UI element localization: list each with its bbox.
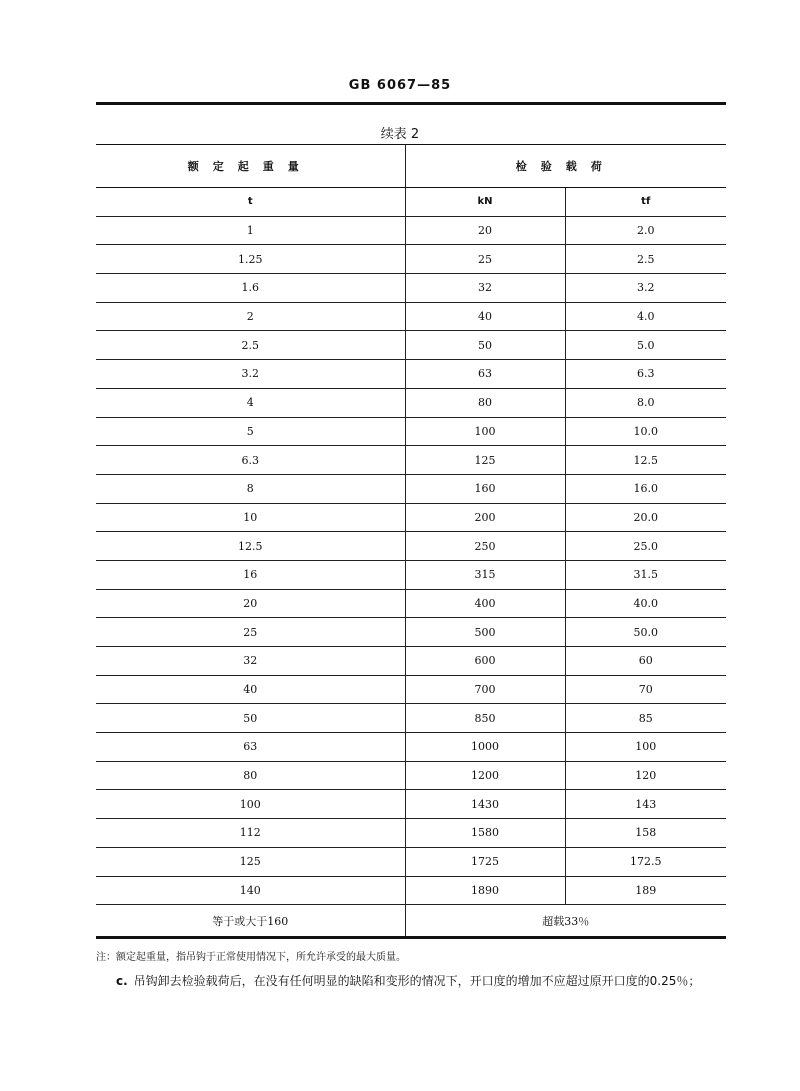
test-load-kN-cell: 100 bbox=[405, 417, 565, 446]
test-load-tf-cell: 143 bbox=[565, 790, 726, 819]
table-row bbox=[96, 216, 726, 245]
table-row bbox=[96, 388, 726, 417]
test-load-tf-cell: 85 bbox=[565, 704, 726, 733]
rated-load-cell: 2.5 bbox=[96, 331, 405, 360]
rated-load-cell: 10 bbox=[96, 503, 405, 532]
test-load-kN-cell: 1725 bbox=[405, 847, 565, 876]
rated-load-cell: 112 bbox=[96, 819, 405, 848]
test-load-tf-cell: 40.0 bbox=[565, 589, 726, 618]
rated-load-cell: 3.2 bbox=[96, 360, 405, 389]
table-row bbox=[96, 704, 726, 733]
table-row bbox=[96, 618, 726, 647]
table-row bbox=[96, 589, 726, 618]
rated-load-cell: 125 bbox=[96, 847, 405, 876]
rated-load-cell: 40 bbox=[96, 675, 405, 704]
rated-load-cell: 63 bbox=[96, 733, 405, 762]
test-load-tf-cell: 158 bbox=[565, 819, 726, 848]
table-row bbox=[96, 417, 726, 446]
table-row bbox=[96, 560, 726, 589]
test-load-cell-last: 超载33％ bbox=[405, 905, 726, 938]
rated-load-cell-last: 等于或大于160 bbox=[96, 905, 405, 938]
rated-load-cell: 50 bbox=[96, 704, 405, 733]
rated-load-cell: 1.25 bbox=[96, 245, 405, 274]
table-row bbox=[96, 331, 726, 360]
unit-kN-header: kN bbox=[405, 188, 565, 217]
unit-tf-header: tf bbox=[565, 188, 726, 217]
test-load-tf-cell: 20.0 bbox=[565, 503, 726, 532]
test-load-kN-cell: 20 bbox=[405, 216, 565, 245]
test-load-kN-cell: 1200 bbox=[405, 761, 565, 790]
rated-load-header: 额定起重量 bbox=[96, 145, 405, 188]
test-load-tf-cell: 100 bbox=[565, 733, 726, 762]
rated-load-cell: 4 bbox=[96, 388, 405, 417]
test-load-tf-cell: 2.5 bbox=[565, 245, 726, 274]
table-row bbox=[96, 532, 726, 561]
rated-load-cell: 8 bbox=[96, 474, 405, 503]
test-load-kN-cell: 80 bbox=[405, 388, 565, 417]
test-load-tf-cell: 70 bbox=[565, 675, 726, 704]
test-load-tf-cell: 3.2 bbox=[565, 274, 726, 303]
table-body bbox=[96, 216, 726, 905]
table-row bbox=[96, 503, 726, 532]
test-load-tf-cell: 189 bbox=[565, 876, 726, 905]
table-row bbox=[96, 847, 726, 876]
table-row bbox=[96, 446, 726, 475]
test-load-tf-cell: 25.0 bbox=[565, 532, 726, 561]
unit-t-header: t bbox=[96, 188, 405, 217]
rated-load-cell: 32 bbox=[96, 647, 405, 676]
test-load-kN-cell: 160 bbox=[405, 474, 565, 503]
table-header-row bbox=[96, 145, 726, 188]
rated-load-cell: 1.6 bbox=[96, 274, 405, 303]
table-row bbox=[96, 274, 726, 303]
test-load-kN-cell: 25 bbox=[405, 245, 565, 274]
rated-load-cell: 6.3 bbox=[96, 446, 405, 475]
rated-load-cell: 1 bbox=[96, 216, 405, 245]
test-load-tf-cell: 4.0 bbox=[565, 302, 726, 331]
rated-load-cell: 20 bbox=[96, 589, 405, 618]
test-load-table bbox=[96, 144, 726, 939]
test-load-kN-cell: 850 bbox=[405, 704, 565, 733]
test-load-kN-cell: 1890 bbox=[405, 876, 565, 905]
table-row bbox=[96, 360, 726, 389]
test-load-tf-cell: 60 bbox=[565, 647, 726, 676]
rated-load-cell: 80 bbox=[96, 761, 405, 790]
table-note: 注：额定起重量，指吊钩于正常使用情况下，所允许承受的最大质量。 bbox=[96, 952, 406, 963]
table-unit-row bbox=[96, 188, 726, 217]
test-load-kN-cell: 125 bbox=[405, 446, 565, 475]
test-load-kN-cell: 50 bbox=[405, 331, 565, 360]
rated-load-cell: 100 bbox=[96, 790, 405, 819]
test-load-kN-cell: 63 bbox=[405, 360, 565, 389]
test-load-tf-cell: 31.5 bbox=[565, 560, 726, 589]
test-load-tf-cell: 172.5 bbox=[565, 847, 726, 876]
paragraph-text: 吊钩卸去检验载荷后，在没有任何明显的缺陷和变形的情况下，开口度的增加不应超过原开口度的0.25％； bbox=[133, 974, 701, 988]
test-load-kN-cell: 1580 bbox=[405, 819, 565, 848]
test-load-kN-cell: 500 bbox=[405, 618, 565, 647]
test-load-tf-cell: 12.5 bbox=[565, 446, 726, 475]
test-load-kN-cell: 600 bbox=[405, 647, 565, 676]
rated-load-cell: 12.5 bbox=[96, 532, 405, 561]
table-row bbox=[96, 675, 726, 704]
test-load-header: 检验载荷 bbox=[405, 145, 726, 188]
test-load-kN-cell: 1430 bbox=[405, 790, 565, 819]
rated-load-cell: 2 bbox=[96, 302, 405, 331]
test-load-kN-cell: 1000 bbox=[405, 733, 565, 762]
test-load-tf-cell: 6.3 bbox=[565, 360, 726, 389]
test-load-tf-cell: 5.0 bbox=[565, 331, 726, 360]
rated-load-cell: 25 bbox=[96, 618, 405, 647]
table-row bbox=[96, 819, 726, 848]
test-load-kN-cell: 40 bbox=[405, 302, 565, 331]
paragraph-label: c. bbox=[116, 974, 128, 988]
test-load-kN-cell: 200 bbox=[405, 503, 565, 532]
test-load-tf-cell: 120 bbox=[565, 761, 726, 790]
test-load-tf-cell: 50.0 bbox=[565, 618, 726, 647]
rated-load-cell: 140 bbox=[96, 876, 405, 905]
table-row bbox=[96, 647, 726, 676]
table-caption: 续表 2 bbox=[380, 127, 420, 142]
paragraph-c bbox=[96, 970, 726, 992]
rated-load-cell: 16 bbox=[96, 560, 405, 589]
table-row-last bbox=[96, 905, 726, 938]
test-load-kN-cell: 315 bbox=[405, 560, 565, 589]
table-row bbox=[96, 474, 726, 503]
test-load-tf-cell: 16.0 bbox=[565, 474, 726, 503]
test-load-kN-cell: 32 bbox=[405, 274, 565, 303]
test-load-kN-cell: 250 bbox=[405, 532, 565, 561]
test-load-tf-cell: 8.0 bbox=[565, 388, 726, 417]
table-row bbox=[96, 245, 726, 274]
test-load-tf-cell: 10.0 bbox=[565, 417, 726, 446]
table-row bbox=[96, 761, 726, 790]
table-row bbox=[96, 302, 726, 331]
table-row bbox=[96, 790, 726, 819]
standard-code: GB 6067—85 bbox=[348, 78, 452, 93]
test-load-tf-cell: 2.0 bbox=[565, 216, 726, 245]
header-rule bbox=[96, 102, 726, 105]
rated-load-cell: 5 bbox=[96, 417, 405, 446]
table-row bbox=[96, 733, 726, 762]
table-row bbox=[96, 876, 726, 905]
test-load-kN-cell: 400 bbox=[405, 589, 565, 618]
test-load-kN-cell: 700 bbox=[405, 675, 565, 704]
